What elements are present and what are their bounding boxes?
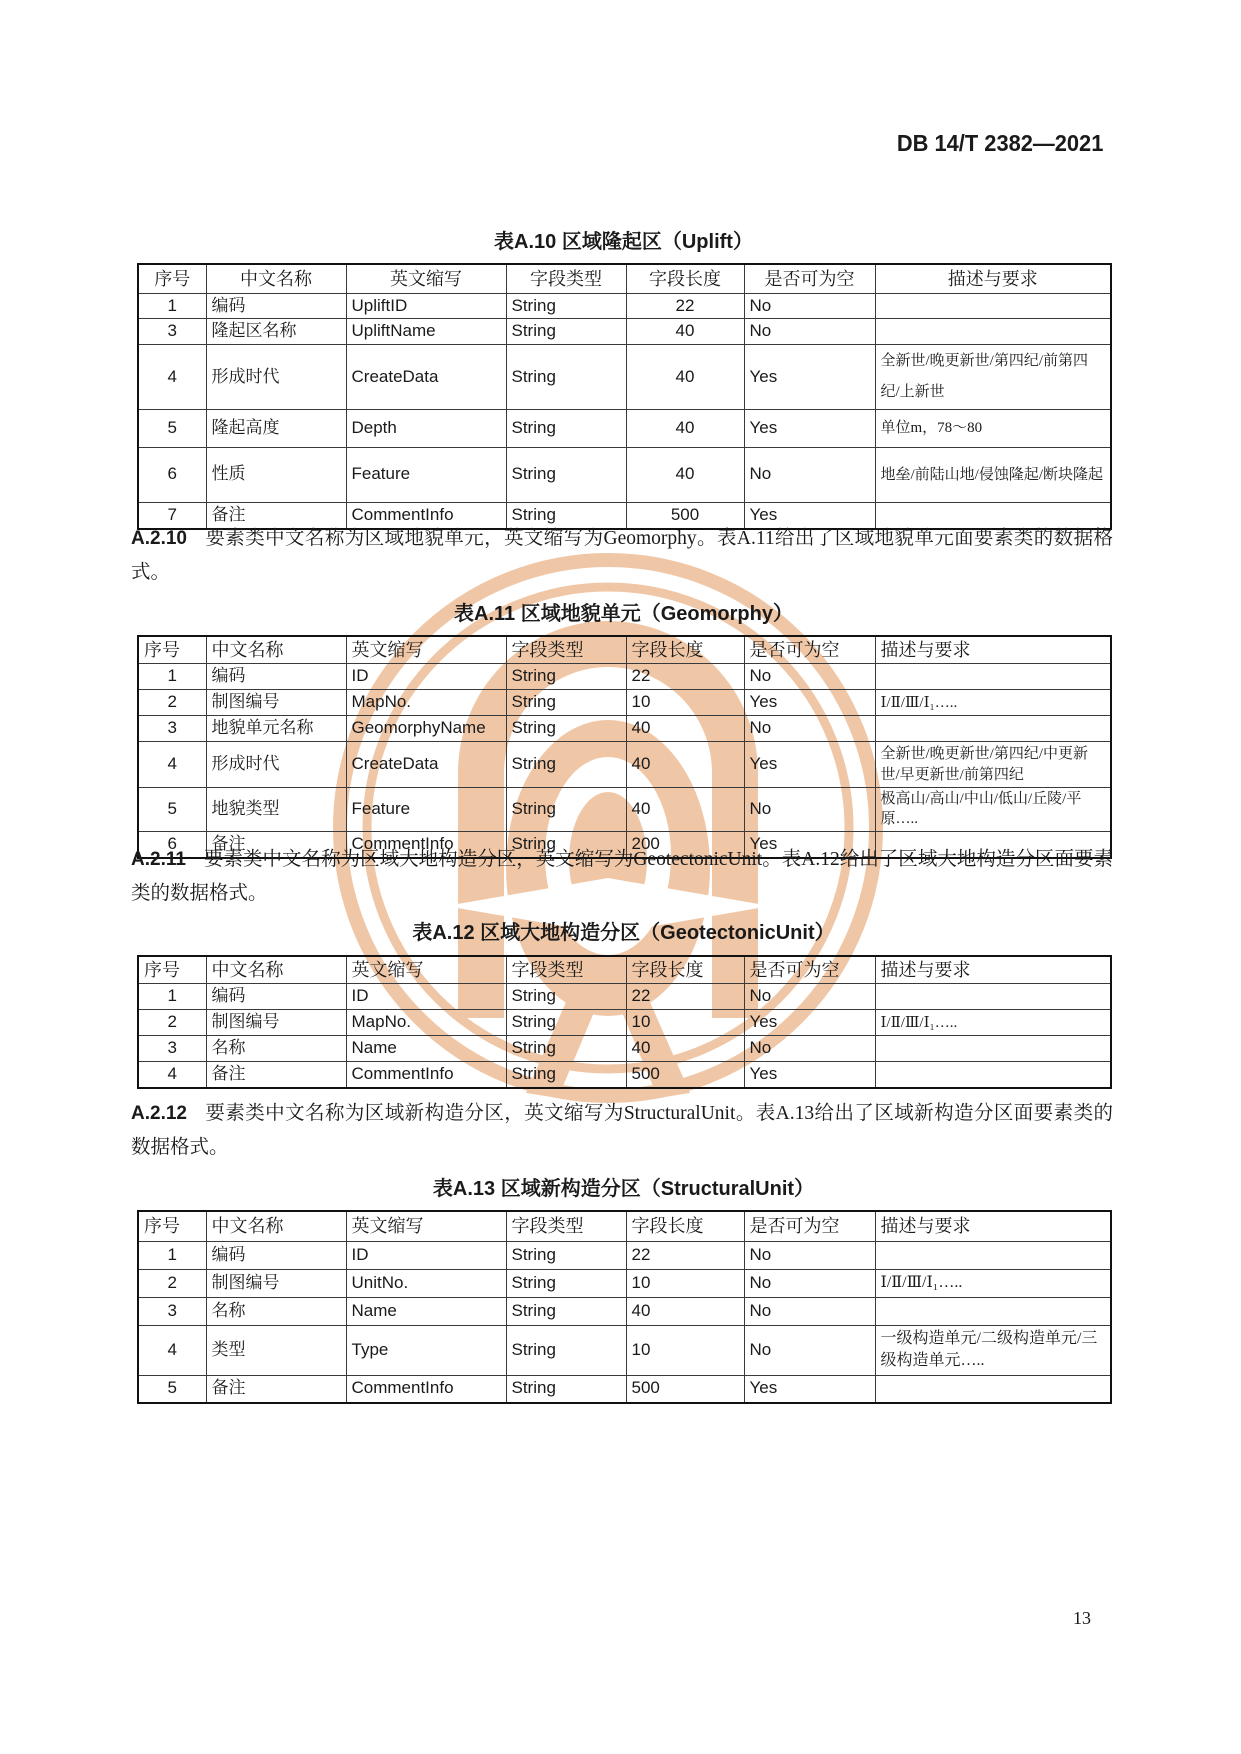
table-cell [875,1375,1111,1403]
table-cell: 编码 [206,1241,346,1269]
header-cell: 中文名称 [206,1211,346,1241]
header-cell: 序号 [138,264,206,293]
table-a12-caption: 表A.12 区域大地构造分区（GeotectonicUnit） [412,922,835,944]
table-cell: No [744,1036,875,1062]
table-cell: 6 [138,447,206,502]
table-cell: String [506,1036,626,1062]
header-cell: 中文名称 [206,264,346,293]
table-cell: 500 [626,502,744,528]
table-cell: CreateData [346,742,506,788]
table-cell: 备注 [206,1375,346,1403]
table-cell: String [506,502,626,528]
table-cell: CommentInfo [346,1062,506,1088]
table-cell: String [506,293,626,319]
table-cell: String [506,1269,626,1297]
table-cell: 1 [138,1241,206,1269]
table-cell: Yes [744,690,875,716]
table-cell: 全新世/晚更新世/第四纪/前第四纪/上新世 [875,345,1111,410]
table-cell: 500 [626,1062,744,1088]
table-cell: String [506,319,626,345]
table-row [138,1036,1111,1062]
table-cell: 6 [138,831,206,857]
table-row [138,319,1111,345]
table-cell: Type [346,1325,506,1375]
table-a11 [137,635,1112,859]
table-cell: String [506,831,626,857]
table-row [138,293,1111,319]
table-cell: 形成时代 [206,345,346,410]
table-cell: 10 [626,1010,744,1036]
table-cell: 40 [626,409,744,447]
table-cell [875,1036,1111,1062]
header-cell: 英文缩写 [346,1211,506,1241]
table-cell: 编码 [206,664,346,690]
header-cell: 描述与要求 [875,264,1111,293]
table-cell: 一级构造单元/二级构造单元/三级构造单元….. [875,1325,1111,1375]
table-cell: 40 [626,716,744,742]
header-cell: 字段长度 [626,1211,744,1241]
table-cell: No [744,1269,875,1297]
table-cell: 名称 [206,1297,346,1325]
table-cell: 编码 [206,293,346,319]
table-cell: String [506,1325,626,1375]
table-cell: ID [346,1241,506,1269]
table-cell: 200 [626,831,744,857]
table-cell: 4 [138,345,206,410]
table-cell: 地貌类型 [206,788,346,832]
header-cell: 字段长度 [626,956,744,984]
table-cell: 40 [626,1036,744,1062]
table-cell [875,319,1111,345]
clause-number: A.2.11 [131,849,186,870]
header-cell: 字段类型 [506,1211,626,1241]
table-cell: 隆起高度 [206,409,346,447]
table-cell: 编码 [206,984,346,1010]
table-a13 [137,1210,1112,1404]
header-cell: 中文名称 [206,956,346,984]
table-row [138,345,1111,410]
header-cell: 序号 [138,1211,206,1241]
paragraph-a2-10 [131,522,1113,589]
table-cell: 1 [138,664,206,690]
table-cell: Yes [744,1062,875,1088]
table-cell: No [744,788,875,832]
table-cell: 10 [626,1269,744,1297]
table-cell: Ⅰ/Ⅱ/Ⅲ/Ⅰ₁….. [875,1269,1111,1297]
header-cell: 字段类型 [506,636,626,664]
table-cell: CommentInfo [346,502,506,528]
table-cell: 3 [138,1297,206,1325]
table-a10-caption: 表A.10 区域隆起区（Uplift） [494,231,753,253]
table-cell: 2 [138,1010,206,1036]
table-cell: 备注 [206,502,346,528]
header-cell: 字段长度 [626,636,744,664]
table-cell: Feature [346,447,506,502]
table-cell: 1 [138,984,206,1010]
table-cell: MapNo. [346,1010,506,1036]
table-cell: 22 [626,984,744,1010]
table-row [138,1325,1111,1375]
table-cell: String [506,1241,626,1269]
table-cell: 4 [138,1325,206,1375]
table-cell: 7 [138,502,206,528]
table-row [138,1241,1111,1269]
table-cell: 1 [138,293,206,319]
table-cell: 3 [138,716,206,742]
table-cell [875,716,1111,742]
table-cell: 5 [138,788,206,832]
header-cell: 英文缩写 [346,264,506,293]
table-a11-caption: 表A.11 区域地貌单元（Geomorphy） [454,603,793,625]
table-cell: String [506,664,626,690]
table-a10 [137,263,1112,530]
table-cell: 3 [138,319,206,345]
table-cell: 22 [626,293,744,319]
table-cell: MapNo. [346,690,506,716]
header-cell: 是否可为空 [744,636,875,664]
table-cell: 制图编号 [206,1269,346,1297]
table-cell: ID [346,664,506,690]
table-cell: String [506,742,626,788]
header-cell: 英文缩写 [346,636,506,664]
table-cell: No [744,447,875,502]
table-cell: ID [346,984,506,1010]
table-cell [875,984,1111,1010]
table-cell: 22 [626,1241,744,1269]
table-a12 [137,955,1112,1089]
table-cell: 22 [626,664,744,690]
table-cell: 地貌单元名称 [206,716,346,742]
table-cell: String [506,1062,626,1088]
table-cell: 4 [138,1062,206,1088]
table-cell: 5 [138,1375,206,1403]
header-cell: 字段长度 [626,264,744,293]
table-cell: Name [346,1297,506,1325]
table-cell: Ⅰ/Ⅱ/Ⅲ/Ⅰ₁….. [875,1010,1111,1036]
table-cell: 形成时代 [206,742,346,788]
table-cell [875,1062,1111,1088]
table-cell: 3 [138,1036,206,1062]
table-cell: No [744,1241,875,1269]
table-cell: No [744,1297,875,1325]
header-cell: 序号 [138,636,206,664]
table-cell: Yes [744,742,875,788]
header-cell: 字段类型 [506,264,626,293]
table-row [138,1375,1111,1403]
clause-number: A.2.12 [131,1103,187,1124]
table-cell: 全新世/晚更新世/第四纪/中更新世/早更新世/前第四纪 [875,742,1111,788]
table-cell: No [744,716,875,742]
table-cell: 隆起区名称 [206,319,346,345]
header-cell: 描述与要求 [875,956,1111,984]
table-cell: GeomorphyName [346,716,506,742]
table-cell: No [744,319,875,345]
table-cell: Yes [744,831,875,857]
table-row [138,447,1111,502]
table-cell: 10 [626,690,744,716]
clause-number: A.2.10 [131,528,187,549]
table-cell: 制图编号 [206,690,346,716]
table-cell: No [744,984,875,1010]
clause-text: 要素类中文名称为区域地貌单元，英文缩写为Geomorphy。表A.11给出了区域地貌单元面要素类的数据格式。 [131,528,1113,583]
paragraph-a2-12 [131,1097,1113,1164]
table-cell: 40 [626,447,744,502]
header-cell: 中文名称 [206,636,346,664]
table-a13-caption: 表A.13 区域新构造分区（StructuralUnit） [432,1178,815,1200]
table-cell: CommentInfo [346,831,506,857]
table-cell: UnitNo. [346,1269,506,1297]
table-cell: 备注 [206,831,346,857]
table-cell: 2 [138,690,206,716]
table-cell: String [506,788,626,832]
header-cell: 描述与要求 [875,636,1111,664]
table-row [138,742,1111,788]
table-cell: 5 [138,409,206,447]
table-cell: 40 [626,742,744,788]
table-cell: 4 [138,742,206,788]
table-cell: No [744,664,875,690]
table-cell: Name [346,1036,506,1062]
table-cell: String [506,1010,626,1036]
table-cell: String [506,447,626,502]
header-cell: 描述与要求 [875,1211,1111,1241]
table-cell: String [506,1297,626,1325]
header-cell: 序号 [138,956,206,984]
table-cell: String [506,409,626,447]
header-cell: 是否可为空 [744,1211,875,1241]
page-number: 13 [1073,1608,1091,1628]
table-cell: Yes [744,1010,875,1036]
header-cell: 是否可为空 [744,264,875,293]
table-cell: 制图编号 [206,1010,346,1036]
table-row [138,984,1111,1010]
table-row [138,1062,1111,1088]
table-row [138,409,1111,447]
table-cell: 名称 [206,1036,346,1062]
table-cell: No [744,1325,875,1375]
table-cell: Yes [744,409,875,447]
header-cell: 是否可为空 [744,956,875,984]
table-cell: 地垒/前陆山地/侵蚀隆起/断块隆起 [875,447,1111,502]
table-row [138,690,1111,716]
table-cell: 极高山/高山/中山/低山/丘陵/平原….. [875,788,1111,832]
table-cell: Ⅰ/Ⅱ/Ⅲ/Ⅰ₁….. [875,690,1111,716]
paragraph-a2-11 [131,843,1113,910]
header-cell: 英文缩写 [346,956,506,984]
table-cell [875,1297,1111,1325]
clause-text: 要素类中文名称为区域大地构造分区，英文缩写为GeotectonicUnit。表A.12给出了区域大地构造分区面要素类的数据格式。 [131,849,1113,904]
table-cell: 40 [626,319,744,345]
table-cell: UpliftName [346,319,506,345]
table-cell: String [506,716,626,742]
table-row [138,1010,1111,1036]
table-cell: CreateData [346,345,506,410]
table-cell: 10 [626,1325,744,1375]
table-cell: No [744,293,875,319]
table-row [138,788,1111,832]
table-cell: 40 [626,788,744,832]
table-cell: 备注 [206,1062,346,1088]
table-cell: String [506,984,626,1010]
table-cell: 40 [626,1297,744,1325]
table-row [138,664,1111,690]
table-cell: String [506,690,626,716]
header-cell: 字段类型 [506,956,626,984]
table-cell [875,293,1111,319]
table-cell: 40 [626,345,744,410]
table-cell: Feature [346,788,506,832]
table-cell: 500 [626,1375,744,1403]
table-cell: 2 [138,1269,206,1297]
table-cell: Yes [744,345,875,410]
table-cell: 类型 [206,1325,346,1375]
table-cell: Yes [744,502,875,528]
table-cell: String [506,1375,626,1403]
table-row [138,716,1111,742]
standard-number-header: DB 14/T 2382—2021 [896,130,1103,156]
table-cell: CommentInfo [346,1375,506,1403]
table-cell: Yes [744,1375,875,1403]
table-cell: UpliftID [346,293,506,319]
table-cell [875,1241,1111,1269]
table-cell: 单位m，78～80 [875,409,1111,447]
clause-text: 要素类中文名称为区域新构造分区，英文缩写为StructuralUnit。表A.13给出了区域新构造分区面要素类的数据格式。 [131,1103,1113,1158]
table-cell: String [506,345,626,410]
table-row [138,1297,1111,1325]
table-cell: Depth [346,409,506,447]
table-cell: 性质 [206,447,346,502]
table-row [138,1269,1111,1297]
table-cell [875,664,1111,690]
